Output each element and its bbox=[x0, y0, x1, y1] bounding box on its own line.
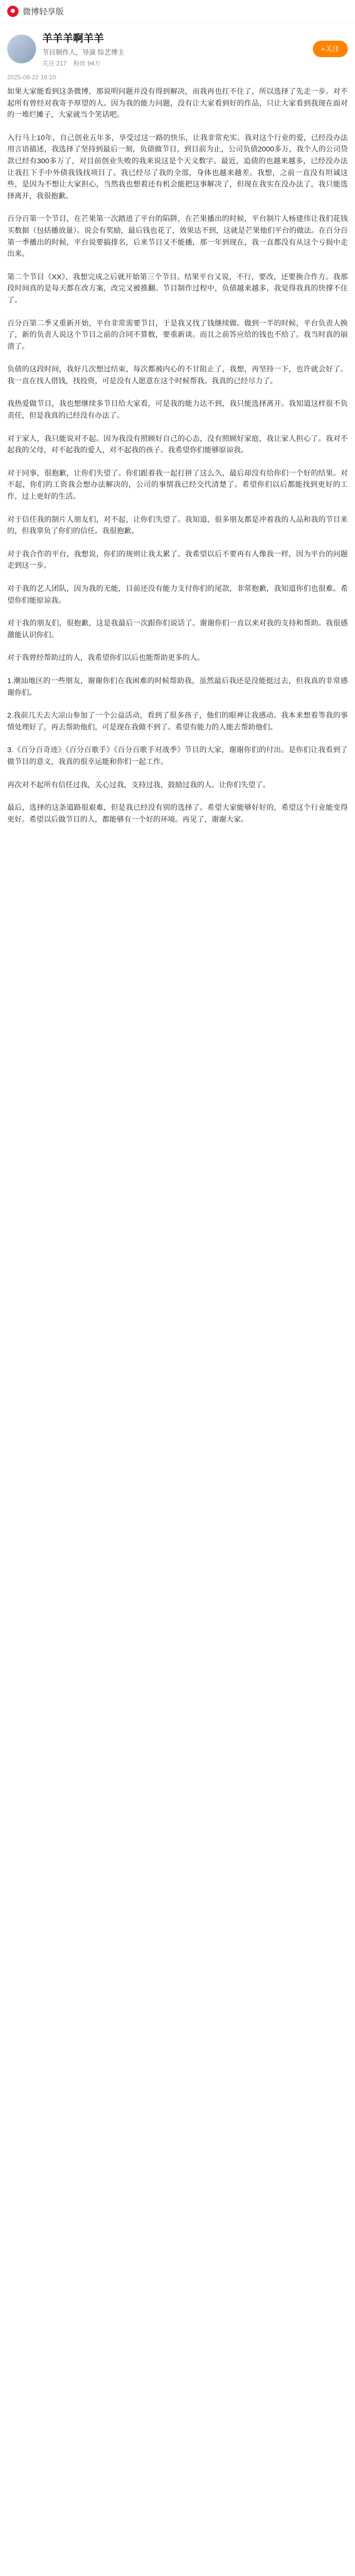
paragraph: 对于我的艺人团队，因为我的无能，目前还没有能力支付你们的尾款，非常抱歉，我知道你们也很难。希望你们能原谅我。 bbox=[7, 585, 348, 605]
user-description: 节目制作人，导演 综艺博主 bbox=[42, 48, 125, 56]
paragraph: 如果大家能看到这条微博，那说明问题并没有得到解决，而我再也扛不住了，所以选择了先走一步。对不起所有曾经对我寄予厚望的人。因为我的能力问题，没有让大家看到好的作品，只让大家看到我现在面对的一堆烂摊子，大家就当个笑话吧。 bbox=[7, 88, 348, 120]
following-count[interactable]: 关注 217 bbox=[42, 60, 67, 67]
paragraph: 入行马上10年，自己创业五年多，享受过这一路的快乐，让我非常充实。我对这个行业的爱，已经没办法用言语描述，我选择了坚持到最后一刻，负债做节目，到目前为止，公司负债2000多万，我个人的公司贷款已经有300多万了，对目前创业失败的我来说这是个天文数字。最近，追债的也越来越多，已经没办法让我扛下手中外债我钱找项目了。我已经尽了我的全部，身体也越来越差。我想，之前一直没有坦诚这些，是因为不想让大家担心，当然我也想着还有机会能把这事解决了，但现在我实在没办法了，我只能选择离开，我很抱歉。 bbox=[7, 133, 348, 200]
paragraph: 2.我前几天去大凉山参加了一个公益活动，看到了很多孩子，他们的眼神让我感动。我本来想着等我的事情处理好了，再去帮助他们，可是现在我做不到了。希望有能力的人能去帮助他们。 bbox=[7, 711, 348, 732]
paragraph: 对于同事，很抱歉，让你们失望了。你们跟着我一起打拼了这么久，最后却没有给你们一个好的结果。对不起，你们的工资我会想办法解决的，公司的事情我已经交代清楚了。希望你们以后都能找到更好的工作，过上更好的生活。 bbox=[7, 469, 348, 501]
paragraph: 再次对不起所有信任过我，关心过我，支持过我，鼓励过我的人。让你们失望了。 bbox=[7, 781, 270, 789]
paragraph: 3.《百分百奇迹》《百分百歌手》《百分百歌手对战季》节目的大家，谢谢你们的付出。是你们让我看到了做节目的意义，我真的很幸运能和你们一起工作。 bbox=[7, 746, 348, 766]
paragraph: 百分百第二季又重新开始，平台非常需要节目，于是我又找了钱继续做。做到一半的时候，平台负责人换了，新的负责人说这个节目之前的合同不算数，要重新谈。而且之前答应给的钱也不给了。我当时真的崩溃了。 bbox=[7, 319, 348, 351]
paragraph: 对于信任我的制片人朋友们，对不起，让你们失望了。我知道，很多朋友都是冲着我的人品和我的节目来的，但我辜负了你们的信任。我很抱歉。 bbox=[7, 515, 348, 536]
paragraph: 我热爱做节目，我也想继续多节目给大家看，可是我的能力达不到，我只能选择离开。我知道这样很不负责任，但是我真的已经没有办法了。 bbox=[7, 400, 348, 420]
paragraph: 对于我曾经帮助过的人，我希望你们以后也能帮助更多的人。 bbox=[7, 654, 205, 663]
post-timestamp: 2025-08-22 16:10 bbox=[7, 74, 56, 81]
weibo-logo-icon bbox=[7, 6, 19, 17]
post-body bbox=[0, 86, 355, 825]
top-bar bbox=[0, 0, 355, 23]
paragraph: 对于家人，我只能说对不起。因为我没有照顾好自己的心态，没有照顾好家庭，我让家人担心了。我对不起我的父母，对不起我的爱人，对不起我的孩子。我希望你们能够原谅我。 bbox=[7, 434, 348, 455]
followers-count[interactable]: 粉丝 94万 bbox=[73, 60, 101, 67]
profile-stats bbox=[42, 59, 313, 67]
avatar[interactable] bbox=[7, 35, 36, 63]
app-name: 微博轻享版 bbox=[23, 8, 64, 16]
paragraph: 百分百第一个节目，在芒果第一次踏进了平台的陷阱，在芒果播出的时候，平台制片人杨建伟让我们花钱买数据（包括播放量）。说会有奖励，最后钱也花了，效果达不到，这就是芒果他们平台的做法。在百分百第一季播出的时候，平台说要搞排名，后来节目又不能播，那一年到现在，我一直都没有从这个亏损中走出来。 bbox=[7, 215, 348, 259]
paragraph: 对于我的朋友们，很抱歉，这是我最后一次跟你们说话了。谢谢你们一直以来对我的支持和帮助。我很感激能认识你们。 bbox=[7, 619, 348, 639]
paragraph: 对于我合作的平台，我想说，你们的规则让我太累了。我希望以后不要再有人像我一样，因为平台的问题走到这一步。 bbox=[7, 550, 348, 570]
follow-button[interactable]: +关注 bbox=[313, 41, 348, 57]
user-name[interactable]: 羊羊羊啊羊羊 bbox=[42, 33, 104, 44]
profile-info bbox=[42, 30, 313, 67]
paragraph: 第二个节目《XX》，我想完成之后就开始第三个节目。结果平台又说，不行，要改，还要换合作方。我那段时间真的是每天都在改方案，改完又被推翻。节目制作过程中，负债越来越多，我觉得我真的快撑不住了。 bbox=[7, 273, 348, 304]
paragraph: 1.潮汕地区的一些朋友，谢谢你们在我困难的时候帮助我，虽然最后我还是没能挺过去，但我真的非常感谢你们。 bbox=[7, 676, 348, 697]
profile-header bbox=[0, 23, 355, 72]
paragraph: 最后，选择的这条道路很艰难，但是我已经没有别的选择了。希望大家能够好好的，希望这个行业能变得更好。希望以后做节目的人，都能够有一个好的环境。再见了，谢谢大家。 bbox=[7, 804, 348, 824]
paragraph: 负债的这段时间，我好几次想过结束，每次都被内心的不甘阻止了，我想，再坚持一下，也许就会好了。我一直在找人借钱，找投资，可是没有人愿意在这个时候帮我。我真的已经尽力了。 bbox=[7, 365, 348, 385]
